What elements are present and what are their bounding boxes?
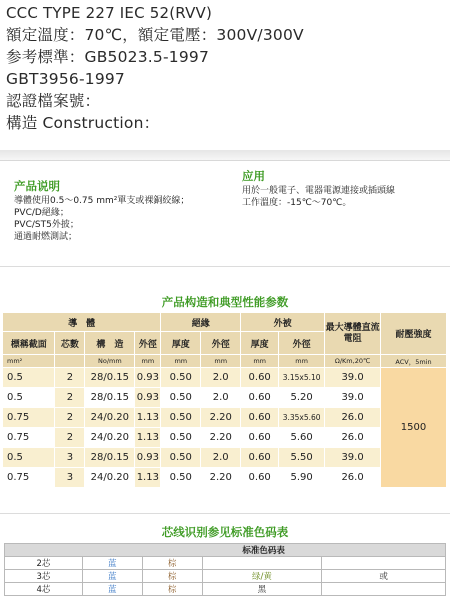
cell: 3.35x5.60: [279, 408, 325, 428]
cell: 2.20: [201, 428, 241, 448]
core-count: 3芯: [5, 570, 83, 583]
cell: 1.13: [135, 468, 161, 488]
cell: 0.60: [241, 408, 279, 428]
conductor-header: 導 體: [3, 313, 161, 332]
cell: 24/0.20: [85, 468, 135, 488]
color-code-table: [4, 543, 446, 596]
color-table-title: 芯线识别参见标准色码表: [161, 525, 289, 539]
cell: 0.50: [161, 408, 201, 428]
cell: 0.60: [241, 388, 279, 408]
table-row: [3, 448, 447, 468]
cell: 28/0.15: [85, 448, 135, 468]
table-row: [5, 583, 446, 596]
cell: 5.60: [279, 428, 325, 448]
cell: 2: [55, 428, 85, 448]
col-header: 標稱截面: [3, 332, 55, 355]
cell: 0.75: [3, 468, 55, 488]
certificate-line: 認證檔案號：: [6, 92, 101, 110]
spec-header: [6, 2, 446, 134]
table-row: [5, 557, 446, 570]
cell: 39.0: [325, 388, 381, 408]
sheath-header: 外被: [241, 313, 325, 332]
section-divider: [0, 266, 450, 267]
cell: 2: [55, 368, 85, 388]
color-cell: 绿/黄: [202, 570, 322, 583]
cell: 0.75: [3, 408, 55, 428]
standard-line-2: GBT3956-1997: [6, 70, 125, 88]
color-cell: 棕: [142, 557, 202, 570]
cell: 2: [55, 388, 85, 408]
unit-cell: [55, 355, 85, 368]
core-count: 2芯: [5, 557, 83, 570]
cell: 0.60: [241, 468, 279, 488]
col-header: 外徑: [135, 332, 161, 355]
cell: 2.0: [201, 388, 241, 408]
cell: 0.60: [241, 428, 279, 448]
cell: 0.75: [3, 428, 55, 448]
table-row: [3, 368, 447, 388]
cell: 24/0.20: [85, 408, 135, 428]
application-title: 应用: [242, 169, 265, 183]
cell: 0.93: [135, 448, 161, 468]
cell: 24/0.20: [85, 428, 135, 448]
application-line: 用於一般電子、電器電源連接或插頭線: [242, 186, 396, 196]
cell: 0.50: [161, 468, 201, 488]
cell: 0.50: [161, 388, 201, 408]
cell: 2.20: [201, 408, 241, 428]
product-title: 产品说明: [14, 179, 60, 193]
cell: 26.0: [325, 428, 381, 448]
col-header: 厚度: [161, 332, 201, 355]
unit-cell: mm: [201, 355, 241, 368]
cell: 5.20: [279, 388, 325, 408]
color-cell: 或: [322, 570, 446, 583]
table-row: [3, 468, 447, 488]
application-line: 工作溫度：-15℃～70℃。: [242, 198, 352, 208]
color-cell: 棕: [142, 583, 202, 596]
withstand-value: 1500: [381, 368, 447, 488]
cell: 26.0: [325, 408, 381, 428]
cell: 28/0.15: [85, 388, 135, 408]
cell: 2: [55, 408, 85, 428]
cell: 0.5: [3, 368, 55, 388]
cell: 0.50: [161, 448, 201, 468]
cell: 39.0: [325, 448, 381, 468]
cell: 28/0.15: [85, 368, 135, 388]
color-code-header: 标准色码表: [82, 544, 445, 557]
product-line: 導體使用0.5～0.75 mm²單支或裸銅絞線；: [14, 196, 190, 206]
withstand-header: 耐壓強度: [381, 313, 447, 355]
color-cell: 棕: [142, 570, 202, 583]
cell: 5.50: [279, 448, 325, 468]
cell: 0.93: [135, 388, 161, 408]
application-description: [242, 185, 395, 209]
color-cell: [322, 557, 446, 570]
insulation-header: 絕緣: [161, 313, 241, 332]
separator-band: [0, 150, 450, 160]
unit-cell: Ω/Km,20℃: [325, 355, 381, 368]
product-line: 通過耐燃測試；: [14, 232, 78, 242]
resistance-header: 最大導體直流電阻: [325, 313, 381, 355]
units-row: [3, 355, 447, 368]
separator-line: [0, 160, 450, 161]
cell: 3: [55, 468, 85, 488]
cell: 26.0: [325, 468, 381, 488]
spec-table-title: 产品构造和典型性能参数: [161, 295, 289, 309]
construction-line: 構造 Construction：: [6, 114, 160, 132]
unit-cell: ACV，5min: [381, 355, 447, 368]
color-cell: [322, 583, 446, 596]
cell: 0.50: [161, 368, 201, 388]
cell: 0.60: [241, 368, 279, 388]
cell: 2.20: [201, 468, 241, 488]
table-row: [3, 428, 447, 448]
color-cell: 黑: [202, 583, 322, 596]
unit-cell: mm: [135, 355, 161, 368]
cell: 0.5: [3, 388, 55, 408]
table-row: [5, 570, 446, 583]
product-description: [14, 195, 189, 243]
section-divider: [0, 513, 450, 514]
cell: 1.13: [135, 428, 161, 448]
unit-cell: mm: [241, 355, 279, 368]
color-table-header: [5, 544, 446, 557]
col-header: 外徑: [201, 332, 241, 355]
unit-cell: No/mm: [85, 355, 135, 368]
color-cell: [202, 557, 322, 570]
cell: 0.60: [241, 448, 279, 468]
cell: [5, 544, 83, 557]
cell: 0.50: [161, 428, 201, 448]
product-line: PVC/D絕緣；: [14, 208, 69, 218]
cell: 3.15x5.10: [279, 368, 325, 388]
col-header: 外徑: [279, 332, 325, 355]
cell: 39.0: [325, 368, 381, 388]
unit-cell: mm: [161, 355, 201, 368]
cell: 3: [55, 448, 85, 468]
cell: 0.93: [135, 368, 161, 388]
cell: 2.0: [201, 368, 241, 388]
cell: 1.13: [135, 408, 161, 428]
cell: 5.90: [279, 468, 325, 488]
cell: 0.5: [3, 448, 55, 468]
unit-cell: mm: [279, 355, 325, 368]
col-header: 厚度: [241, 332, 279, 355]
rating-line: 額定溫度：70℃，額定電壓：300V/300V: [6, 26, 304, 44]
table-row: [3, 388, 447, 408]
product-line: PVC/ST5外披；: [14, 220, 79, 230]
col-header: 構 造: [85, 332, 135, 355]
table-row: [3, 408, 447, 428]
color-cell: 蓝: [82, 570, 142, 583]
spec-table: [3, 313, 447, 488]
color-cell: 蓝: [82, 583, 142, 596]
unit-cell: mm²: [3, 355, 55, 368]
color-cell: 蓝: [82, 557, 142, 570]
col-header: 芯數: [55, 332, 85, 355]
table-group-header: [3, 313, 447, 332]
type-line: CCC TYPE 227 IEC 52(RVV): [6, 4, 213, 22]
core-count: 4芯: [5, 583, 83, 596]
standard-line: 参考標準：GB5023.5-1997: [6, 48, 210, 66]
cell: 2.0: [201, 448, 241, 468]
